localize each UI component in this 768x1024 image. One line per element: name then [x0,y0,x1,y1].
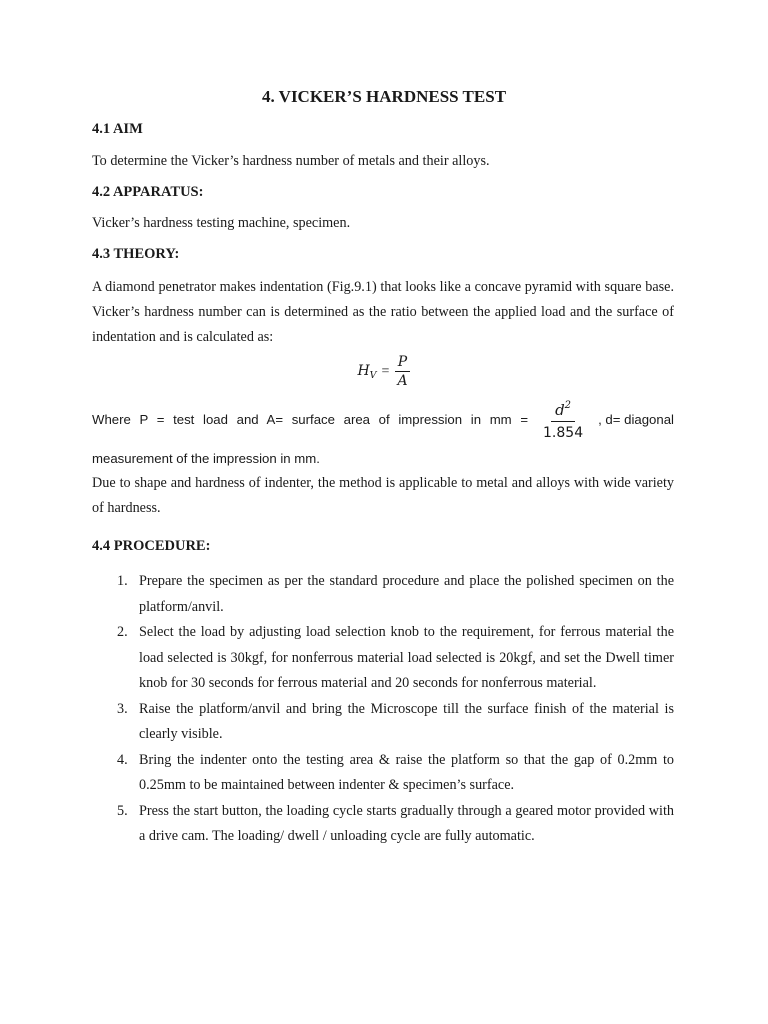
list-item: 5. Press the start button, the loading cycle starts gradually through a geared motor provided with a drive cam. The loading/ dwell / unloading cycle are fully automatic. [117,802,674,844]
equation-lhs: $H_V$ [357,362,377,381]
list-item: 1. Prepare the specimen as per the standard procedure and place the polished specimen on the platform/anvil. [117,573,674,615]
aim-heading: 4.1 AIM [92,121,143,137]
procedure-heading: 4.4 PROCEDURE: [92,538,211,554]
equation-denominator: A [397,373,408,389]
theory-paragraph: A diamond penetrator makes indentation (Fig.9.1) that looks like a concave pyramid with square base. Vicker’s hardness number can is determined as the ratio between the applied load and the surface of indentation and is calculated as: [92,279,674,345]
hardness-equation [0,354,768,389]
procedure-list [117,569,674,850]
list-item: 4. Bring the indenter onto the testing area & raise the platform so that the gap of 0.2mm to 0.25mm to be maintained between indenter & specimen’s surface. [117,751,674,793]
where-line [92,396,674,443]
area-fraction [539,396,587,443]
apparatus-text: Vicker’s hardness testing machine, specimen. [92,215,351,231]
page-title: 4. VICKER’S HARDNESS TEST [261,87,507,106]
theory-heading: 4.3 THEORY: [92,246,180,262]
where-tail: , d= diagonal [598,412,674,427]
where-text: Where P = test load and A= surface area of impression in mm = [92,412,529,427]
apparatus-heading: 4.2 APPARATUS: [92,184,204,200]
list-item: 2. Select the load by adjusting load selection knob to the requirement, for ferrous material the load selected is 30kgf, for nonferrous material load selected is 20kgf, and set the Dwell timer knob for 30 seconds for ferrous material and 20 seconds for nonferrous material. [117,624,674,691]
theory-paragraph-2: Due to shape and hardness of indenter, the method is applicable to metal and alloys with wide variety of hardness. [92,475,674,516]
equation-fraction [394,354,410,389]
area-numerator: $d^2$ [551,396,575,422]
where-continuation: measurement of the impression in mm. [92,451,320,466]
equation-numerator: P [395,354,410,372]
equation-equals: = [381,363,390,379]
aim-text: To determine the Vicker’s hardness number of metals and their alloys. [92,153,490,169]
list-item: 3. Raise the platform/anvil and bring the Microscope till the surface finish of the material is clearly visible. [117,700,674,742]
area-denominator: 1.854 [543,425,584,441]
